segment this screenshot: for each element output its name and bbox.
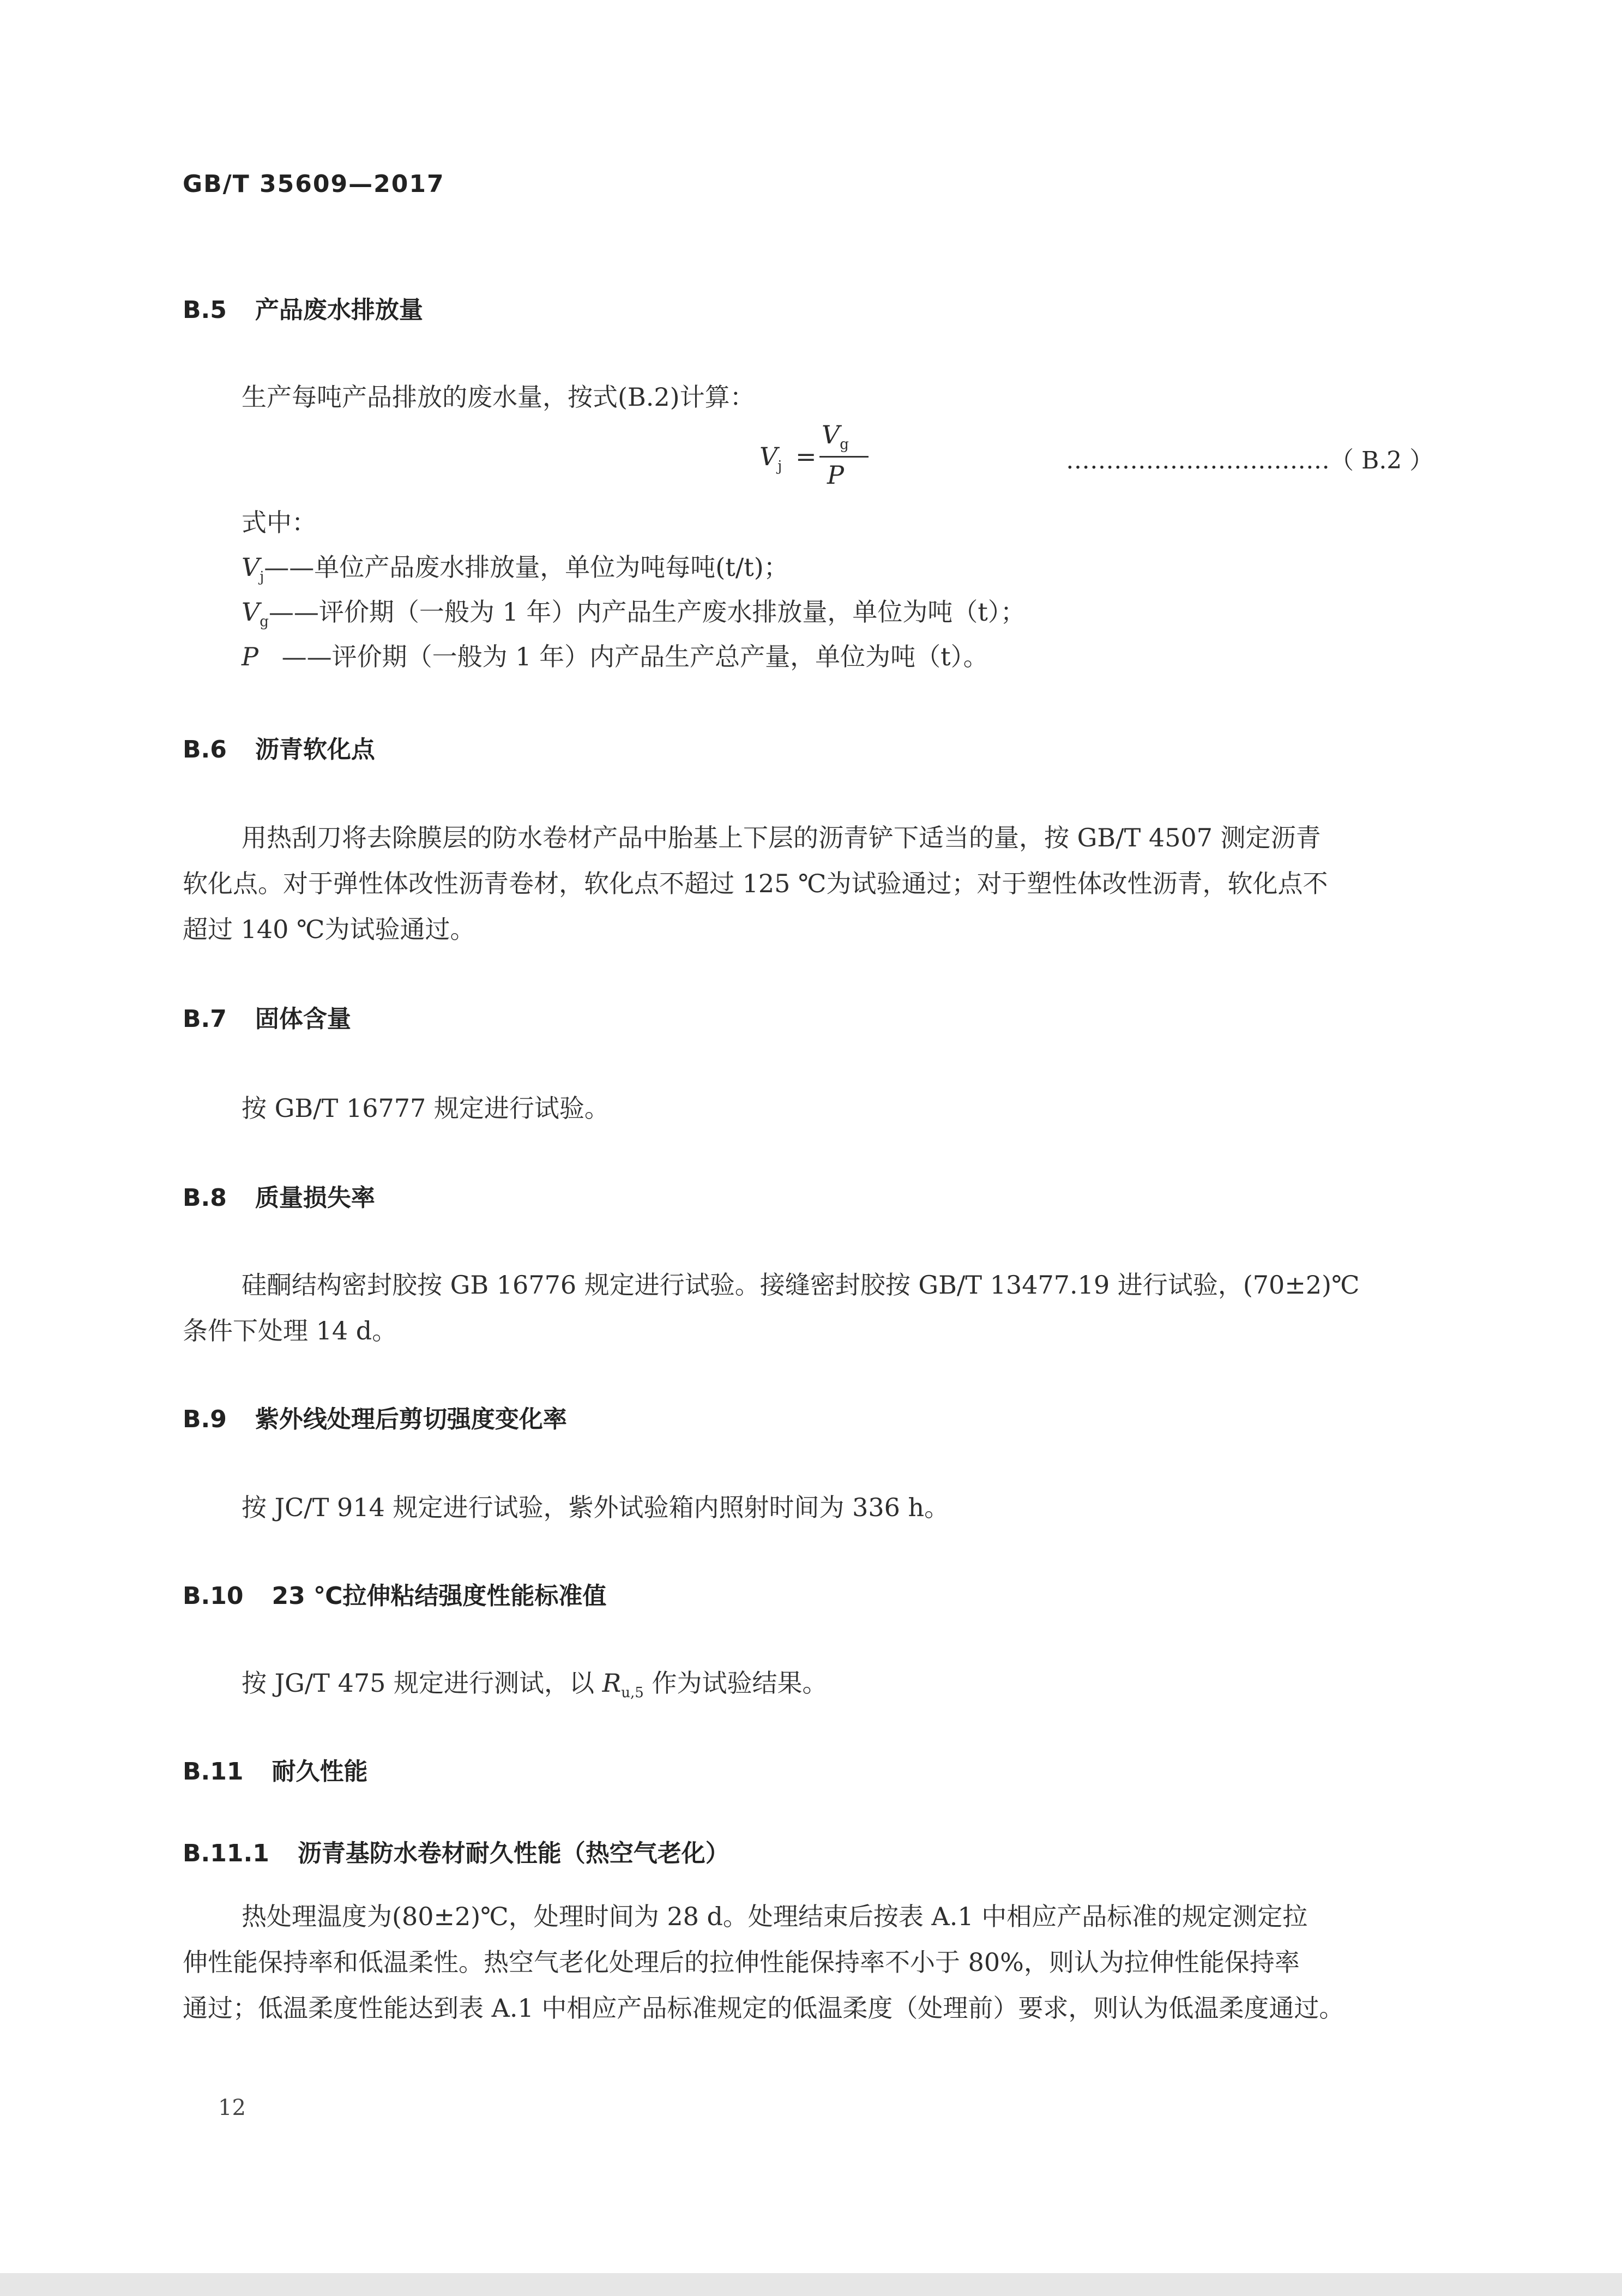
- section-number: B.7: [183, 1005, 227, 1033]
- section-heading-b6: [183, 730, 375, 765]
- variable-def: $V_j——$单位产品废水排放量，单位为吨每吨(t/t)；: [242, 552, 789, 585]
- paragraph-line: 按 GB/T 16777 规定进行试验。: [242, 1093, 610, 1123]
- standard-number: GB/T 35609—2017: [183, 170, 445, 198]
- formula-denominator: P: [827, 460, 844, 490]
- formula-numerator: $V_g$: [822, 420, 849, 453]
- section-title: 沥青基防水卷材耐久性能（热空气老化）: [297, 1840, 729, 1867]
- where-label: 式中：: [242, 508, 317, 537]
- section-number: B.11.1: [183, 1840, 269, 1867]
- section-title: 质量损失率: [255, 1184, 375, 1212]
- variable-def: $V_g——$评价期（一般为 1 年）内产品生产废水排放量，单位为吨（t）；: [242, 597, 1026, 630]
- formula-lhs: $V_j$: [759, 442, 782, 474]
- section-heading-b5: [183, 290, 423, 325]
- section-heading-b10: [183, 1576, 606, 1611]
- paragraph-line: 通过；低温柔度性能达到表 A.1 中相应产品标准规定的低温柔度（处理前）要求，则认为低温柔度通过。: [183, 1993, 1344, 2023]
- paragraph-line: 软化点。对于弹性体改性沥青卷材，软化点不超过 125 ℃为试验通过；对于塑性体改性沥青，软化点不: [183, 869, 1328, 898]
- section-number: B.9: [183, 1405, 227, 1433]
- paragraph-line: 按 JG/T 475 规定进行测试，以 $R_{u,5}$ 作为试验结果。: [242, 1668, 828, 1701]
- section-title: 固体含量: [255, 1005, 351, 1033]
- scan-bottom-edge: [0, 2273, 1622, 2296]
- section-number: B.6: [183, 736, 227, 764]
- paragraph-line: 热处理温度为(80±2)℃，处理时间为 28 d。处理结束后按表 A.1 中相应产品标准的规定测定拉: [242, 1902, 1308, 1931]
- paragraph-line: 硅酮结构密封胶按 GB 16776 规定进行试验。接缝密封胶按 GB/T 13477.19 进行试验，(70±2)℃: [242, 1270, 1360, 1300]
- formula-equals: =: [795, 442, 817, 471]
- variable-def: P ——评价期（一般为 1 年）内产品生产总产量，单位为吨（t）。: [242, 642, 988, 671]
- section-title: 沥青软化点: [255, 736, 375, 764]
- section-heading-b11: [183, 1752, 367, 1787]
- fraction-bar: [819, 456, 869, 458]
- paragraph-line: 超过 140 ℃为试验通过。: [183, 915, 475, 944]
- paragraph-line: 用热刮刀将去除膜层的防水卷材产品中胎基上下层的沥青铲下适当的量，按 GB/T 4507 测定沥青: [242, 823, 1321, 852]
- section-title: 耐久性能: [272, 1758, 368, 1786]
- section-title: 23 ℃拉伸粘结强度性能标准值: [272, 1582, 607, 1610]
- section-number: B.5: [183, 296, 227, 324]
- section-number: B.11: [183, 1758, 244, 1786]
- section-number: B.8: [183, 1184, 227, 1212]
- b5-intro: 生产每吨产品排放的废水量，按式(B.2)计算：: [242, 382, 755, 412]
- page-number: 12: [218, 2095, 246, 2120]
- formula-b2: [750, 420, 891, 491]
- symbol-r: $R_{u,5}$: [602, 1668, 644, 1701]
- paragraph-line: 伸性能保持率和低温柔性。热空气老化处理后的拉伸性能保持率不小于 80%，则认为拉伸性能保持率: [183, 1948, 1300, 1977]
- section-title: 产品废水排放量: [255, 296, 423, 324]
- section-heading-b11-1: [183, 1834, 729, 1868]
- equation-number: ……………………………（ B.2 ）: [1066, 447, 1434, 474]
- section-heading-b7: [183, 999, 351, 1034]
- paragraph-line: 按 JC/T 914 规定进行试验，紫外试验箱内照射时间为 336 h。: [242, 1493, 950, 1522]
- section-number: B.10: [183, 1582, 244, 1610]
- section-heading-b9: [183, 1399, 567, 1434]
- section-title: 紫外线处理后剪切强度变化率: [255, 1405, 567, 1433]
- section-heading-b8: [183, 1178, 375, 1213]
- paragraph-line: 条件下处理 14 d。: [183, 1316, 397, 1345]
